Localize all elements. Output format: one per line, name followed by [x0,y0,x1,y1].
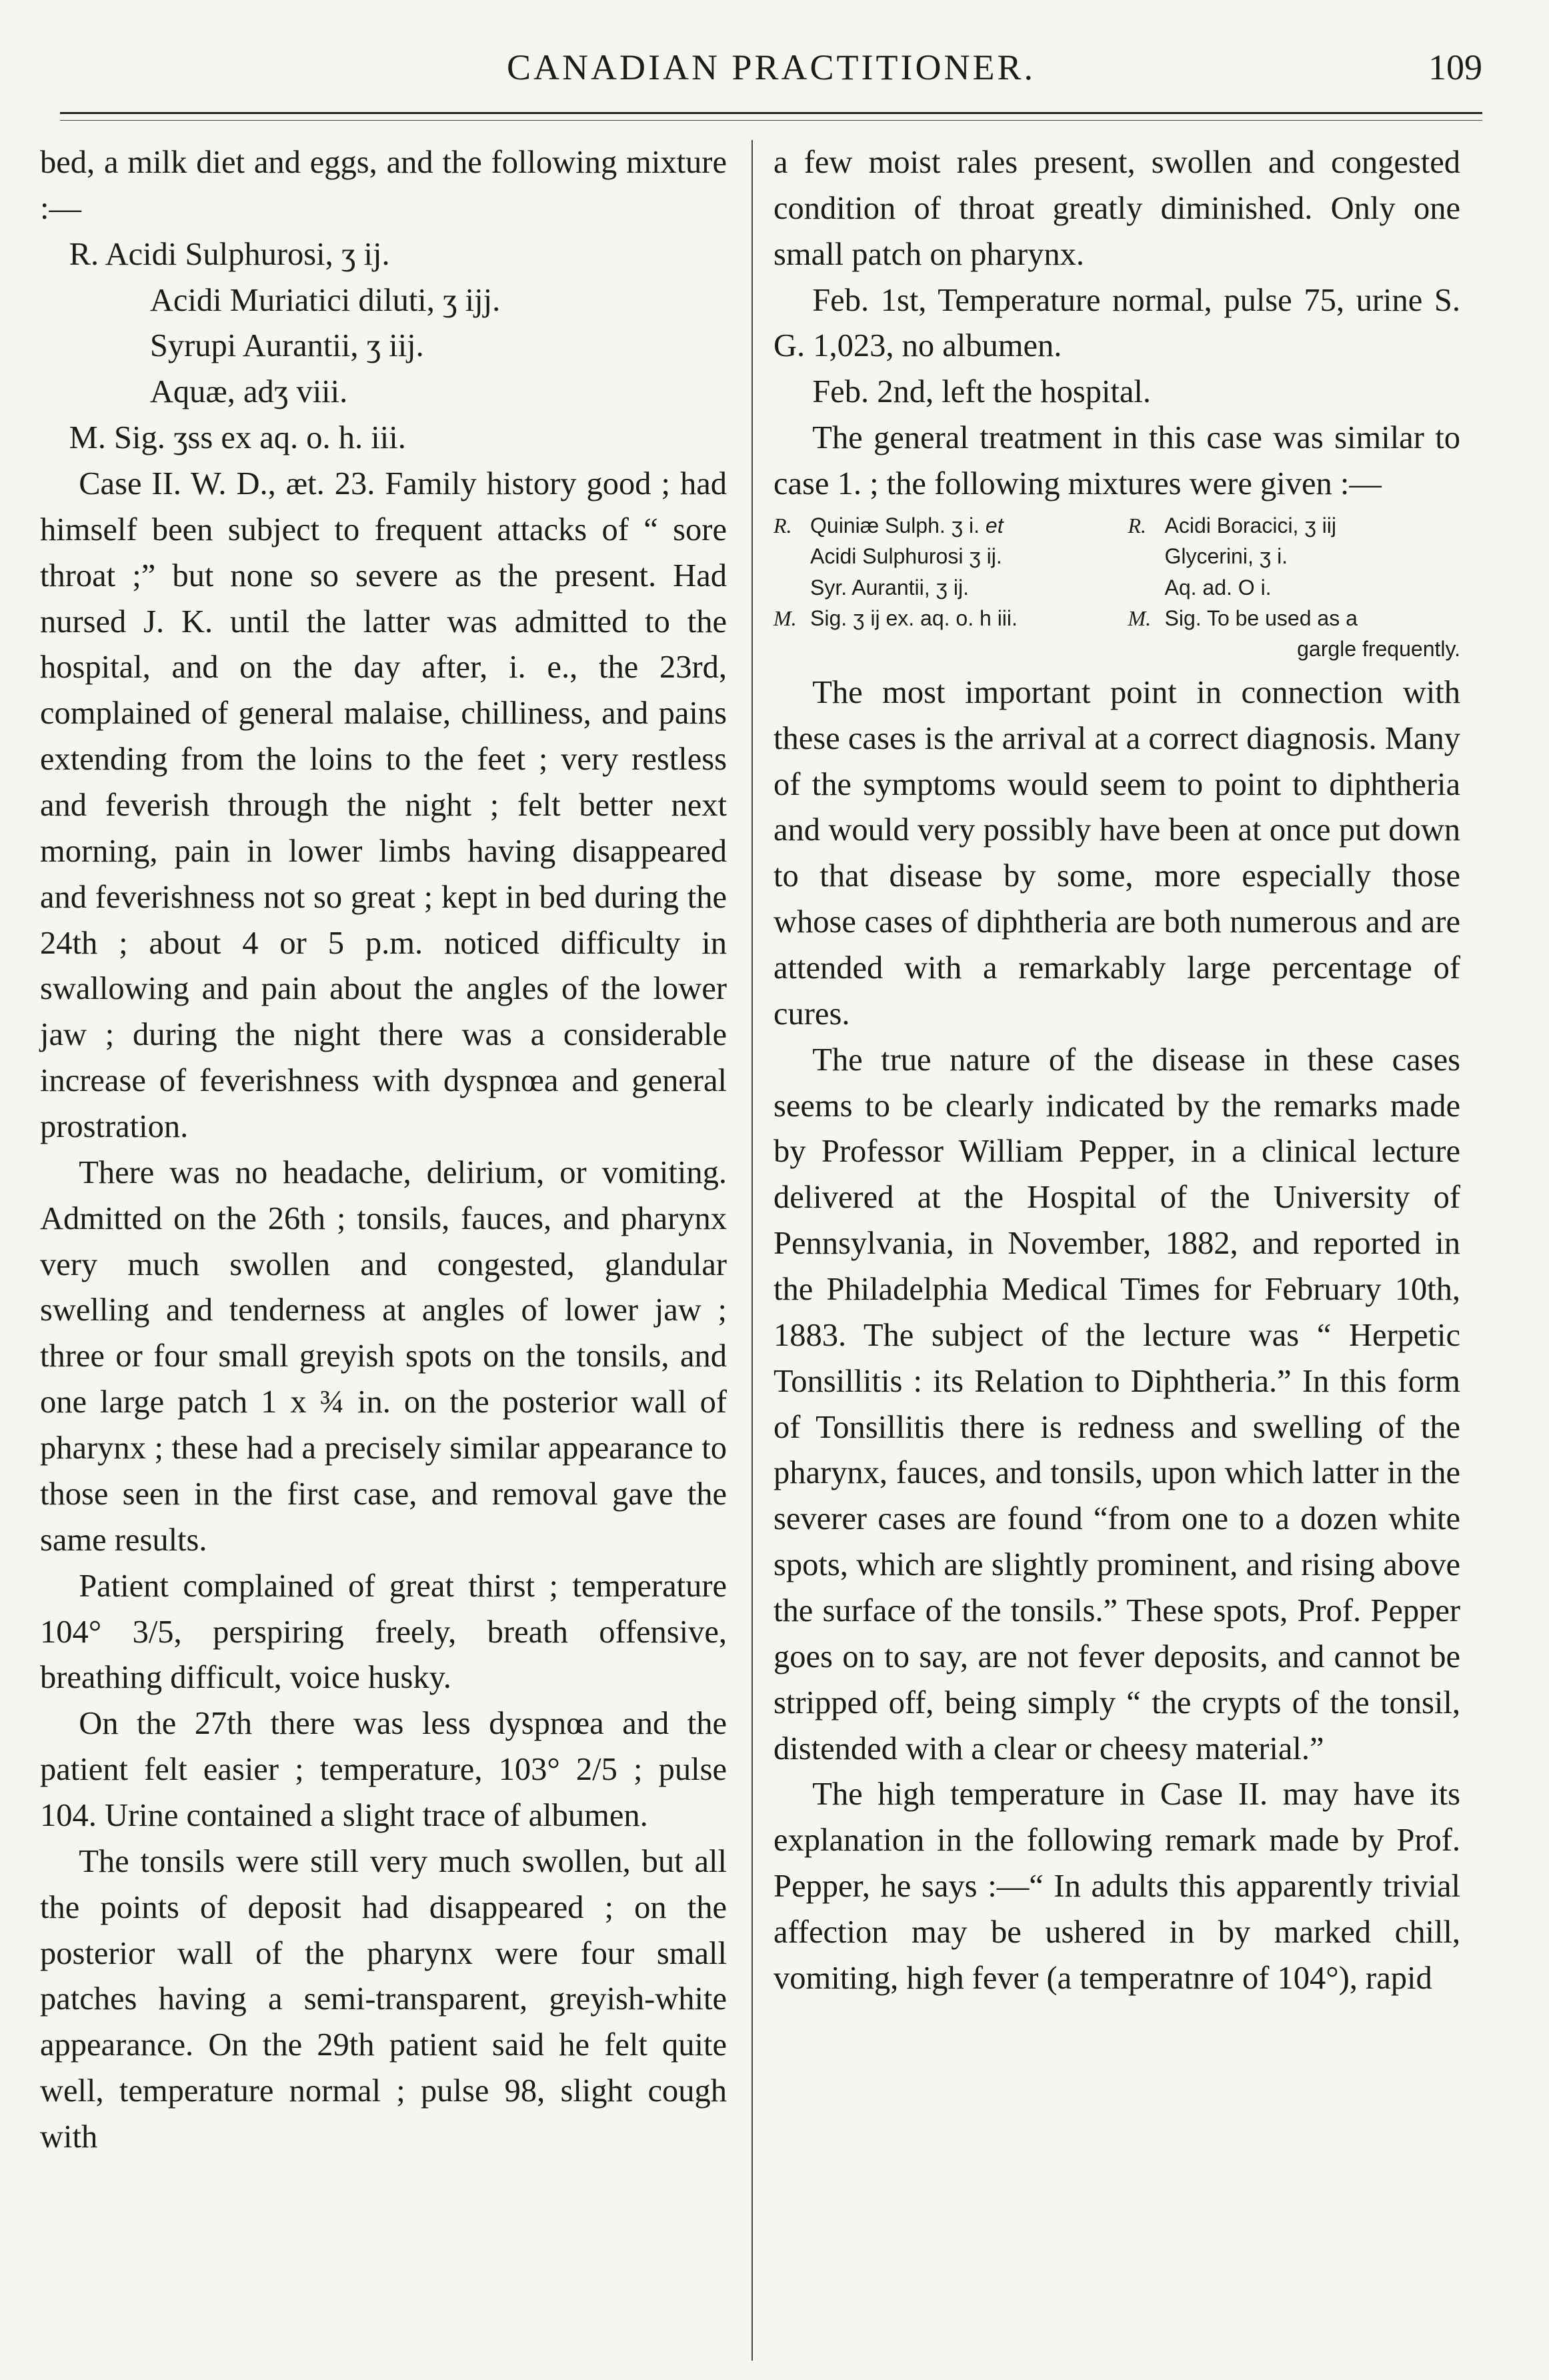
table-row [773,634,1460,664]
recipe-symbol: R. [1128,513,1147,537]
headache-paragraph: There was no headache, delirium, or vomiting. Admitted on the 26th ; tonsils, fauces, and pharynx very much swollen and congested, glandular swelling and tenderness at angles of lower jaw ; three or four small greyish spots on the tonsils, and one large patch 1 x ¾ in. on the posterior wall of pharynx ; these had a precisely similar appearance to those seen in the first case, and removal gave the same results. [40,1154,727,1558]
mix-symbol: M. [773,606,797,631]
table-cell: Sig. ʒ ij ex. aq. o. h iii. [810,606,1018,631]
true-nature-paragraph: The true nature of the disease in these cases seems to be clearly indicated by the remarks made by Professor William Pepper, in a clinical lecture delivered at the Hospital of the University of Pennsylvania, in November, 1882, and reported in the Philadelphia Medical Times for February 10th, 1883. The subject of the lecture was “ Herpetic Tonsillitis : its Relation to Diphtheria.” In this form of Tonsillitis there is redness and swelling of the pharynx, fauces, and tonsils, upon which latter in the severer cases are found “from one to a dozen white spots, which are slightly prominent, and rising above the surface of the tonsils.” These spots, Prof. Pepper goes on to say, are not fever deposits, and cannot be stripped off, being simply “ the crypts of the tonsil, distended with a clear or cheesy material.” [773,1042,1460,1766]
table-cell: gargle frequently. [1297,637,1460,662]
prescription-line: R. Acidi Sulphurosi, ʒ ij. [69,236,390,272]
mixtures-table [773,510,1460,665]
prescription-line: Aquæ, adʒ viii. [149,374,348,410]
high-temperature-paragraph: The high temperature in Case II. may have its explanation in the following remark made by Prof. Pepper, he says :—“ In adults this apparently trivial affection may be ushered in by marked chill, vomiting, high fever (a temperatnre of 104°), rapid [773,1776,1460,1996]
intro-paragraph: bed, a milk diet and eggs, and the following mixture :— [40,145,727,226]
thirst-paragraph: Patient complained of great thirst ; temperature 104° 3/5, perspiring freely, breath offensive, breathing difficult, voice husky. [40,1568,727,1696]
table-cell: Aq. ad. O i. [1164,575,1272,600]
prescription-line: Acidi Muriatici diluti, ʒ ijj. [149,282,501,318]
27th-paragraph: On the 27th there was less dyspnœa and the patient felt easier ; temperature, 103° 2/5 ; pulse 104. Urine contained a slight trace of albumen. [40,1706,727,1833]
case-2-paragraph: Case II. W. D., æt. 23. Family history good ; had himself been subject to frequent attacks of “ sore throat ;” but none so severe as the present. Had nursed J. K. until the latter was admitted to the hospital, and on the day after, i. e., the 23rd, complained of general malaise, chilliness, and pains extending from the loins to the feet ; very restless and feverish through the night ; felt better next morning, pain in lower limbs having disappeared and feverishness not so great ; kept in bed during the 24th ; about 4 or 5 p.m. noticed difficulty in swallowing and pain about the angles of the lower jaw ; during the night there was a considerable increase of feverishness with dyspnœa and general prostration. [40,466,727,1145]
recipe-symbol: R. [773,513,792,537]
left-column [40,140,727,2161]
table-cell: Syr. Aurantii, ʒ ij. [810,575,969,600]
page-header [60,47,1482,107]
feb-1-paragraph: Feb. 1st, Temperature normal, pulse 75, urine S. G. 1,023, no albumen. [773,282,1460,364]
mix-symbol: M. [1128,606,1152,631]
header-rule-thin [60,120,1482,121]
feb-2-paragraph: Feb. 2nd, left the hospital. [812,374,1152,410]
table-cell: Glycerini, ʒ i. [1164,544,1288,569]
table-row [773,572,1460,603]
table-cell: Acidi Boracici, ʒ iij [1164,513,1336,537]
important-point-paragraph: The most important point in connection with these cases is the arrival at a correct diagnosis. Many of the symptoms would seem to point to diphtheria and would very possibly have been at once put down to that disease by some, more especially those whose cases of diphtheria are both numerous and are attended with a remarkably large percentage of cures. [773,674,1460,1032]
table-row [773,541,1460,571]
table-row [773,510,1460,541]
table-row [773,603,1460,634]
right-column [773,140,1460,2002]
prescription-block [40,232,727,461]
table-cell: Sig. To be used as a [1164,606,1358,631]
page-number: 109 [1428,47,1482,87]
column-divider [751,140,753,2361]
prescription-line: M. Sig. ʒss ex aq. o. h. iii. [69,420,406,456]
continuation-paragraph: a few moist rales present, swollen and congested condition of throat greatly diminished. Only one small patch on pharynx. [773,145,1460,272]
treatment-paragraph: The general treatment in this case was similar to case 1. ; the following mixtures were given :— [773,420,1460,502]
running-title: CANADIAN PRACTITIONER. [507,47,1036,87]
tonsils-paragraph: The tonsils were still very much swollen, but all the points of deposit had disappeared ; on the posterior wall of the pharynx were four small patches having a semi-transparent, greyish-white appearance. On the 29th patient said he felt quite well, temperature normal ; pulse 98, slight cough with [40,1843,727,2155]
table-cell: Quiniæ Sulph. ʒ i. et [810,513,1004,537]
prescription-line: Syrupi Aurantii, ʒ iij. [149,328,424,364]
table-cell: Acidi Sulphurosi ʒ ij. [810,544,1002,569]
header-rule [60,112,1482,114]
